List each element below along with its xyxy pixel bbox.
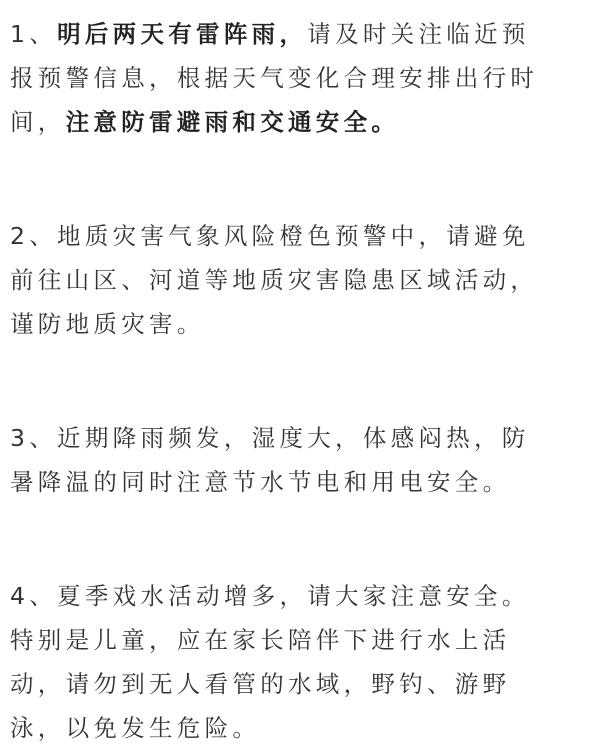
text-segment-bold: 注意防雷避雨和交通安全。 — [65, 108, 400, 136]
paragraph-2-line-1 — [10, 214, 592, 258]
paragraph-4-line-4 — [10, 706, 592, 750]
text-segment: 请及时关注临近预 — [307, 20, 530, 48]
paragraph-3-line-1 — [10, 416, 592, 460]
paragraph-3 — [10, 416, 592, 504]
paragraph-3-line-2 — [10, 460, 592, 504]
paragraph-1-line-2 — [10, 56, 592, 100]
text-segment: 谨防地质灾害。 — [10, 310, 205, 338]
text-segment: 暑降温的同时注意节水节电和用电安全。 — [10, 468, 511, 496]
text-segment: 泳，以免发生危险。 — [10, 714, 261, 742]
text-segment: 前往山区、河道等地质灾害隐患区域活动， — [10, 266, 539, 294]
paragraph-1-line-1 — [10, 12, 592, 56]
text-segment: 特别是儿童，应在家长陪伴下进行水上活 — [10, 626, 511, 654]
paragraph-4 — [10, 574, 592, 750]
text-segment: 2、地质灾害气象风险橙色预警中，请避免 — [10, 222, 530, 250]
paragraph-4-line-2 — [10, 618, 592, 662]
paragraph-1 — [10, 12, 592, 144]
text-segment: 1、 — [10, 20, 58, 48]
text-segment: 间， — [10, 108, 66, 136]
text-segment: 动，请勿到无人看管的水域，野钓、游野 — [10, 670, 511, 698]
text-segment-bold: 明后两天有雷阵雨， — [57, 20, 308, 48]
text-segment: 3、近期降雨频发，湿度大，体感闷热，防 — [10, 424, 530, 452]
paragraph-2 — [10, 214, 592, 346]
paragraph-4-line-3 — [10, 662, 592, 706]
paragraph-4-line-1 — [10, 574, 592, 618]
text-segment: 报预警信息，根据天气变化合理安排出行时 — [10, 64, 539, 92]
text-segment: 4、夏季戏水活动增多，请大家注意安全。 — [10, 582, 530, 610]
paragraph-2-line-2 — [10, 258, 592, 302]
paragraph-2-line-3 — [10, 302, 592, 346]
paragraph-1-line-3 — [10, 100, 592, 144]
